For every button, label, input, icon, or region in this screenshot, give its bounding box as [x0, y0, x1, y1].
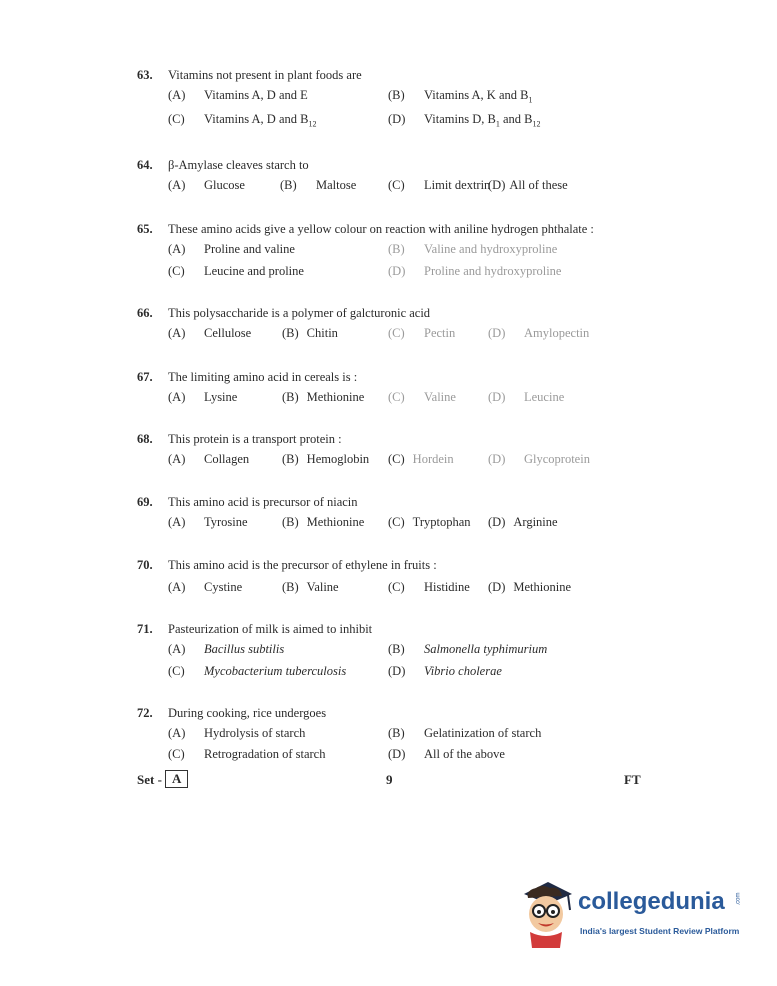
paper-code: FT: [624, 772, 641, 787]
brand-name: collegedunia: [578, 888, 725, 915]
option-b: (B) Chitin: [282, 326, 338, 340]
option-d: (D) Leucine: [488, 390, 565, 404]
option-c: (C) Limit dextrin: [388, 178, 491, 192]
set-label: Set -: [137, 772, 162, 787]
option-d: (D) Amylopectin: [488, 326, 590, 340]
question-number: 64.: [137, 158, 153, 172]
option-d: (D) Proline and hydroxyproline: [388, 264, 562, 278]
question-number: 69.: [137, 495, 153, 509]
question-text: These amino acids give a yellow colour on reaction with aniline hydrogen phthalate :: [168, 222, 594, 236]
option-c: (C) Tryptophan: [388, 515, 471, 529]
option-c: (C) Vitamins A, D and $B_{12}$: [168, 112, 317, 129]
question-text: β-Amylase cleaves starch to: [168, 158, 309, 172]
page-number: 9: [386, 772, 393, 787]
option-a: (A) Hydrolysis of starch: [168, 726, 306, 740]
question-text: Vitamins not present in plant foods are: [168, 68, 362, 82]
option-a: (A) Proline and valine: [168, 242, 295, 256]
option-c: (C) Valine: [388, 390, 456, 404]
question-number: 70.: [137, 558, 153, 572]
collegedunia-logo: [518, 880, 748, 950]
question-text: The limiting amino acid in cereals is :: [168, 370, 358, 384]
option-d: (D) All of these: [488, 178, 568, 192]
option-c: (C) Pectin: [388, 326, 456, 340]
option-b: (B) Methionine: [282, 515, 365, 529]
option-d: (D) Arginine: [488, 515, 558, 529]
option-d: (D) Glycoprotein: [488, 452, 590, 466]
option-a: (A) Bacillus subtilis: [168, 642, 285, 656]
question-number: 66.: [137, 306, 153, 320]
question-text: During cooking, rice undergoes: [168, 706, 327, 720]
mascot-icon: [518, 880, 578, 950]
question-text: This polysaccharide is a polymer of galcturonic acid: [168, 306, 431, 320]
option-b: (B) Maltose: [280, 178, 357, 192]
option-b: (B) Vitamins A, K and $B_1$: [388, 88, 533, 105]
option-d: (D) Vitamins D, $B_1$ and $B_{12}$: [388, 112, 541, 129]
option-a: (A) Tyrosine: [168, 515, 248, 529]
option-b: (B) Gelatinization of starch: [388, 726, 542, 740]
brand-tagline: India's largest Student Review Platform: [580, 926, 740, 936]
option-c: (C) Histidine: [388, 580, 470, 594]
option-c: (C) Mycobacterium tuberculosis: [168, 664, 347, 678]
question-number: 67.: [137, 370, 153, 384]
option-b: (B) Valine and hydroxyproline: [388, 242, 558, 256]
question-number: 72.: [137, 706, 153, 720]
option-d: (D) All of the above: [388, 747, 505, 761]
option-b: (B) Hemoglobin: [282, 452, 370, 466]
option-a: (A) Cellulose: [168, 326, 252, 340]
option-b: (B) Salmonella typhimurium: [388, 642, 548, 656]
option-d: (D) Methionine: [488, 580, 571, 594]
question-text: Pasteurization of milk is aimed to inhibit: [168, 622, 373, 636]
question-text: This protein is a transport protein :: [168, 432, 342, 446]
question-number: 68.: [137, 432, 153, 446]
option-a: (A) Collagen: [168, 452, 250, 466]
question-number: 65.: [137, 222, 153, 236]
option-c: (C) Retrogradation of starch: [168, 747, 326, 761]
option-a: (A) Glucose: [168, 178, 245, 192]
set-value-box: A: [165, 770, 188, 788]
question-text: This amino acid is precursor of niacin: [168, 495, 358, 509]
option-b: (B) Methionine: [282, 390, 365, 404]
option-a: (A) Lysine: [168, 390, 238, 404]
question-text: This amino acid is the precursor of ethylene in fruits :: [168, 558, 437, 572]
option-d: (D) Vibrio cholerae: [388, 664, 502, 678]
option-c: (C) Hordein: [388, 452, 454, 466]
question-number: 63.: [137, 68, 153, 82]
option-a: (A) Cystine: [168, 580, 243, 594]
option-b: (B) Valine: [282, 580, 339, 594]
question-number: 71.: [137, 622, 153, 636]
option-a: (A) Vitamins A, D and E: [168, 88, 308, 102]
option-c: (C) Leucine and proline: [168, 264, 304, 278]
brand-suffix: .com: [735, 892, 742, 906]
